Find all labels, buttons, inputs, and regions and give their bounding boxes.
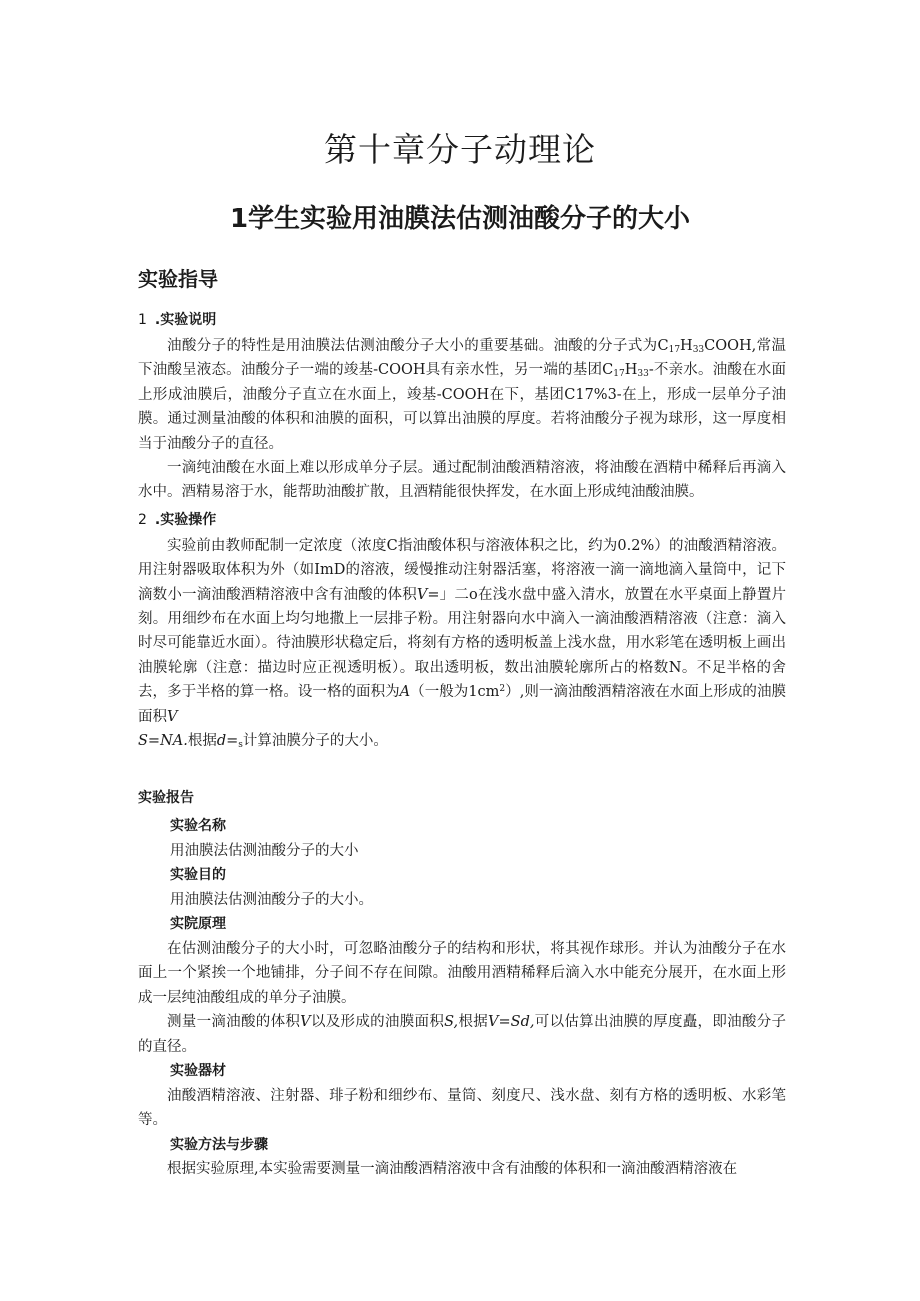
report-principle-paragraph-2: 测量一滴油酸的体积V以及形成的油膜面积S,根据V=Sd,可以估算出油膜的厚度矗，即油酸分子的直径。	[138, 1014, 787, 1055]
report-name-heading: 实验名称	[170, 818, 226, 834]
guide-heading: 实验指导	[138, 267, 218, 291]
section-2-paragraph-1: 实验前由教师配制一定浓度（浓度C指油酸体积与溶液体积之比，约为0.2%）的油酸酒精溶液。用注射器吸取体积为外（如ImD的溶液，缓慢推动注射器活塞，将溶液一滴一滴地滴入量筒中，记下滴数小一滴油酸酒精溶液中含有油酸的体积V=」二o在浅水盘中盛入清水，放置在水平桌面上静置片刻。用细纱布在水面上均匀地撒上一层排子粉。用注射器向水中滴入一滴油酸酒精溶液（注意：滴入时尽可能靠近水面）。待油膜形状稳定后，将刻有方格的透明板盖上浅水盘，用水彩笔在透明板上画出油膜轮廓（注意：描边时应正视透明板）。取出透明板，数出油膜轮廓所占的格数N。不足半格的舍去，多于半格的算一格。设一格的面积为A（一般为$1cm^2$）,则一滴油酸酒精溶液在水面上形成的油膜面积V	[138, 537, 786, 725]
section-1-paragraph-2: 一滴纯油酸在水面上难以形成单分子层。通过配制油酸酒精溶液，将油酸在酒精中稀释后再滴入水中。酒精易溶于水，能帮助油酸扩散，且酒精能很快挥发，在水面上形成纯油酸油膜。	[138, 460, 786, 501]
section-1-number: 1	[138, 312, 147, 328]
report-method-heading: 实验方法与步骤	[170, 1136, 268, 1153]
guide-body	[138, 307, 786, 754]
report-principle-paragraph-1: 在估测油酸分子的大小时，可忽略油酸分子的结构和形状，将其视作球形。并认为油酸分子在水面上一个紧挨一个地铺排，分子间不存在间隙。油酸用酒精稀释后滴入水中能充分展开，在水面上形成一层纯油酸组成的单分子油膜。	[138, 940, 786, 1006]
lesson-subtitle: 1学生实验用油膜法估测油酸分子的大小	[229, 204, 691, 234]
section-1-title: .实验说明	[154, 312, 217, 328]
report-principle-heading: 实院原理	[170, 916, 226, 932]
section-1-paragraph-1: 油酸分子的特性是用油膜法估测油酸分子大小的重要基础。油酸的分子式为$C_{17}H_{33}COOH$,常温下油酸呈液态。油酸分子一端的竣基-COOH具有亲水性，另一端的基团$C_{17}H_{33}-$不亲水。油酸在水面上形成油膜后，油酸分子直立在水面上，竣基-COOH在下，基团C17%3-在上，形成一层单分子油膜。通过测量油酸的体积和油膜的面积，可以算出油膜的厚度。若将油酸分子视为球形，这一厚度相当于油酸分子的直径。	[138, 338, 787, 452]
report-equipment-text: 油酸酒精溶液、注射器、琲子粉和细纱布、量筒、刻度尺、浅水盘、刻有方格的透明板、水彩笔等。	[138, 1087, 786, 1128]
section-2-heading	[138, 507, 786, 534]
chapter-title: 第十章分子动理论	[324, 130, 596, 169]
report-goal-heading: 实验目的	[170, 867, 226, 883]
report-goal-text: 用油膜法估测油酸分子的大小。	[170, 891, 373, 908]
section-2-title: .实验操作	[154, 511, 217, 528]
report-equipment-heading: 实验器材	[170, 1063, 226, 1079]
experiment-report	[138, 786, 786, 1182]
section-2-formula-line: S=NA.根据$d=_s$计算油膜分子的大小。	[138, 733, 388, 751]
report-method-text: 根据实验原理,本实验需要测量一滴油酸酒精溶液中含有油酸的体积和一滴油酸酒精溶液在	[167, 1161, 738, 1177]
report-name-text: 用油膜法估测油酸分子的大小	[170, 842, 359, 859]
report-heading: 实验报告	[138, 790, 194, 806]
section-1-heading	[138, 307, 786, 334]
section-2-number: 2	[138, 511, 147, 528]
